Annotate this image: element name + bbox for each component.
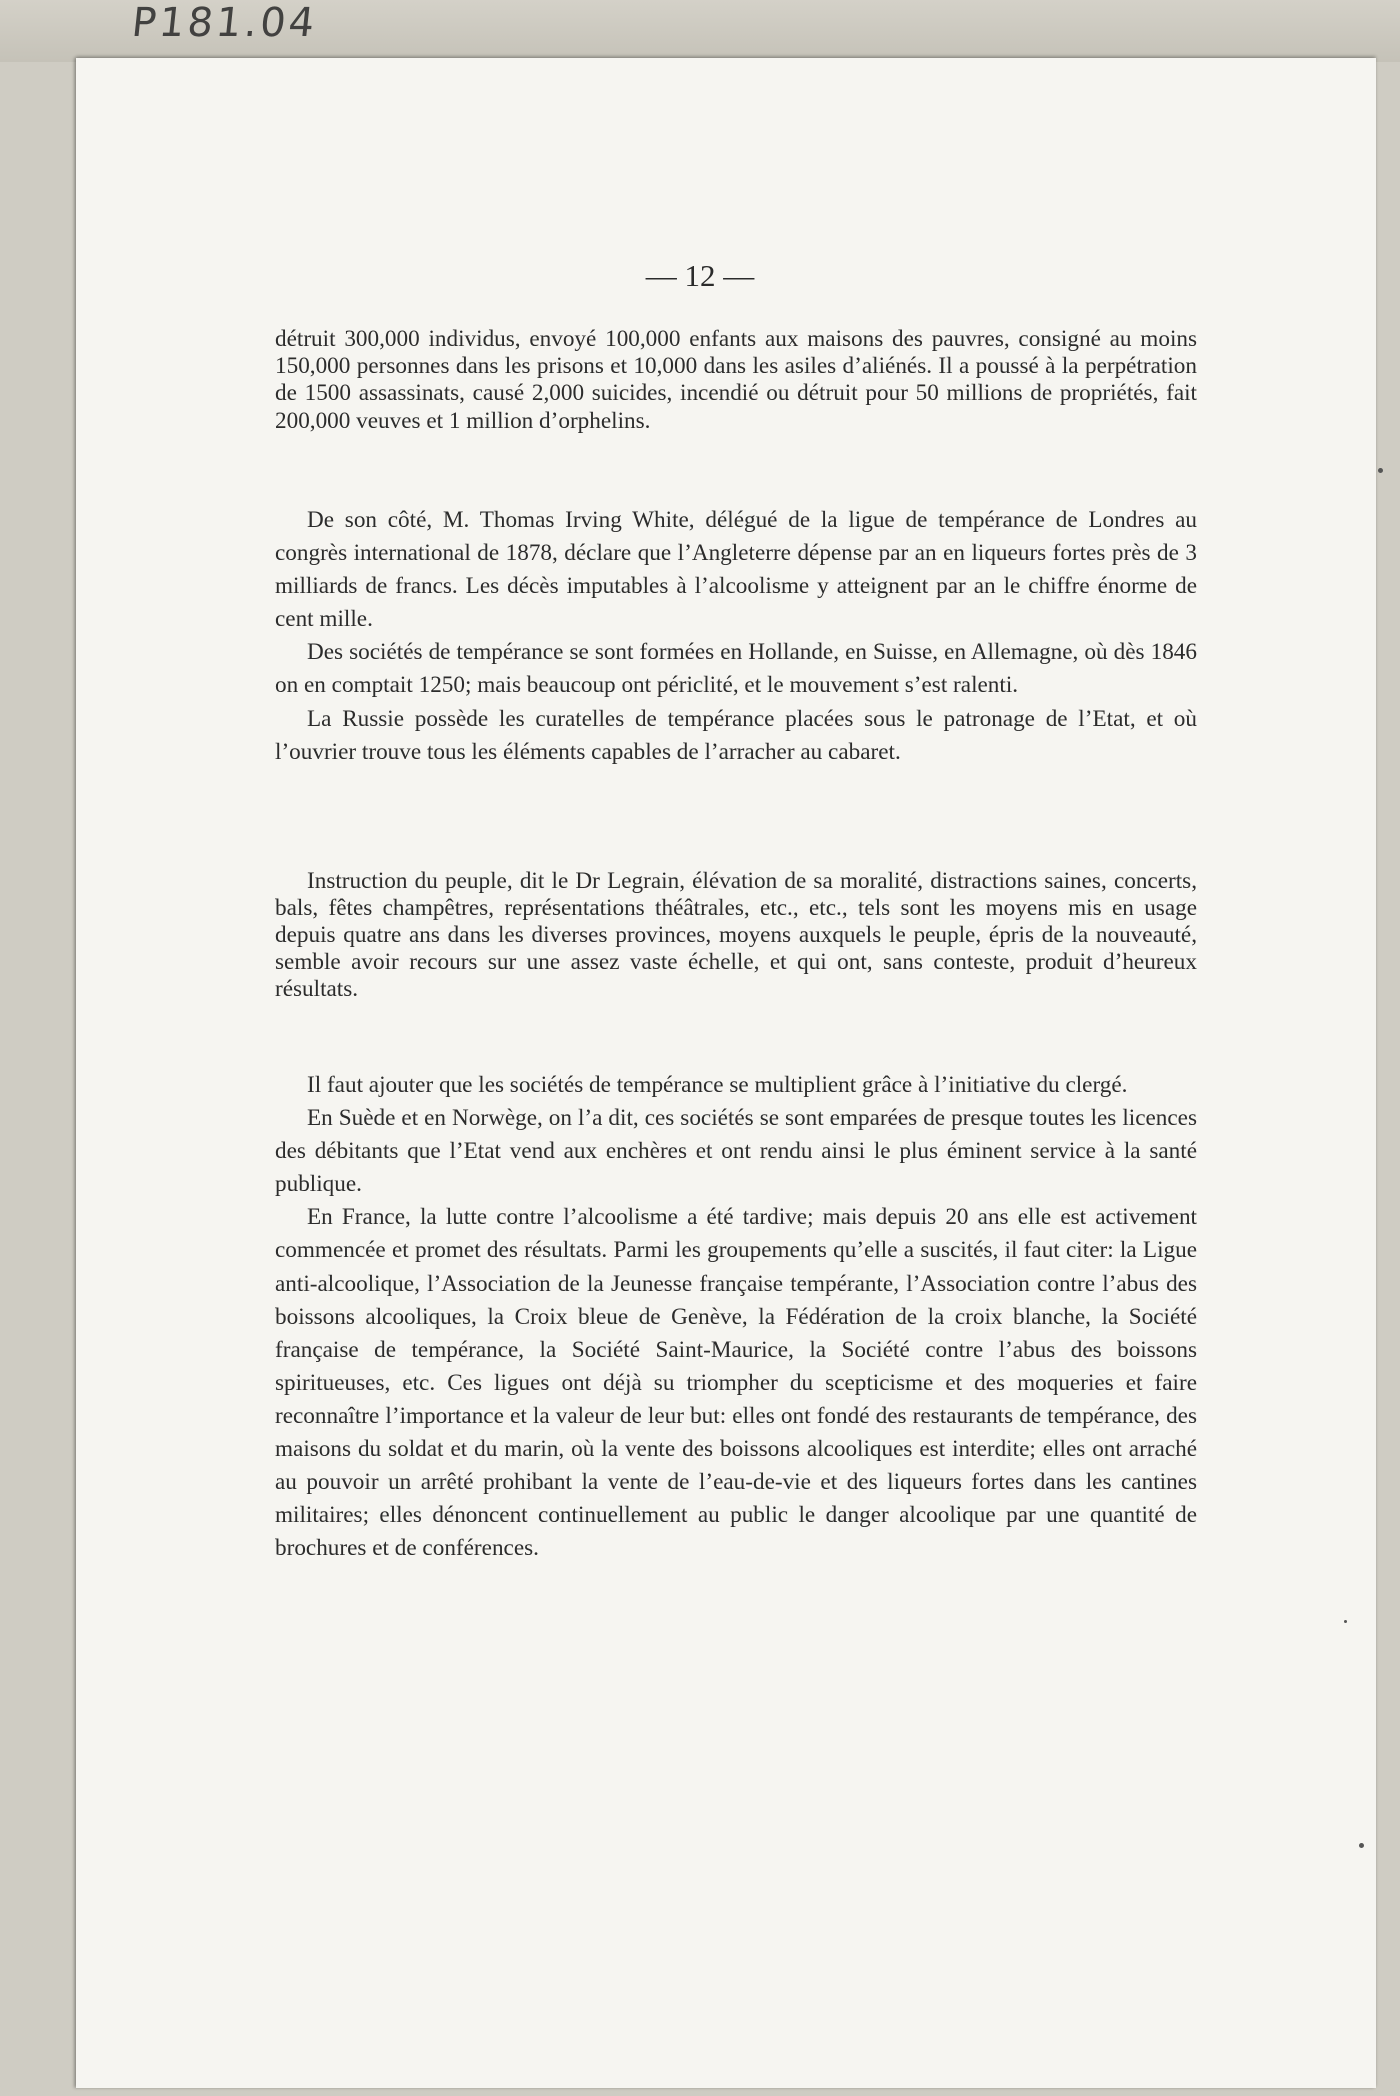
page-number: — 12 — [645, 258, 755, 293]
paragraph: Instruction du peuple, dit le Dr Legrain, élévation de sa moralité, distractions saines, concerts, bals, fêtes champêtres, représentations théâtrales, etc., etc., tels sont les moyens mis en usage depuis quatre ans dans les diverses provinces, moyens auxquels le peuple, épris de la nouveauté, semble avoir recours sur une assez vaste échelle, et qui ont, sans conteste, produit d’heureux résultats. [275, 868, 1197, 1002]
paragraph: La Russie possède les curatelles de tempérance placées sous le patronage de l’Etat, et où l’ouvrier trouve tous les éléments capables de l’arracher au cabaret. [275, 705, 1197, 765]
paragraph: En Suède et en Norwège, on l’a dit, ces sociétés se sont emparées de presque toutes les licences des débitants que l’Etat vend aux enchères et ont rendu ainsi le plus éminent service à la santé publique. [275, 1105, 1197, 1198]
paragraph: Il faut ajouter que les sociétés de tempérance se multiplient grâce à l’initiative du clergé. [307, 1072, 1128, 1098]
dust-speck [1359, 1843, 1364, 1848]
paragraph-group-temperance-abroad [275, 504, 1197, 769]
paragraph: détruit 300,000 individus, envoyé 100,000 enfants aux maisons des pauvres, consigné au moins 150,000 personnes dans les prisons et 10,000 dans les asiles d’aliénés. Il a poussé à la perpétration de 1500 assassinats, causé 2,000 suicides, incendié ou détruit pour 50 millions de propriétés, fait 200,000 veuves et 1 million d’orphelins. [275, 326, 1197, 434]
dust-speck [1344, 1620, 1347, 1623]
paragraph-group-clergy-and-france [275, 1069, 1197, 1565]
dust-speck [1378, 468, 1383, 473]
paragraph: En France, la lutte contre l’alcoolisme a été tardive; mais depuis 20 ans elle est activement commencée et promet des résultats. Parmi les groupements qu’elle a suscités, il faut citer: la Ligue anti-alcoolique, l’Association de la Jeunesse française tempérante, l’Association contre l’abus des boissons alcooliques, la Croix bleue de Genève, la Fédération de la croix blanche, la Société française de tempérance, la Société Saint-Maurice, la Société contre l’abus des boissons spiritueuses, etc. Ces ligues ont déjà su triompher du scepticisme et des moqueries et faire reconnaître l’importance et la valeur de leur but: elles ont fondé des restaurants de tempérance, des maisons du soldat et du marin, où la vente des boissons alcooliques est interdite; elles ont arraché au pouvoir un arrêté prohibant la vente de l’eau-de-vie et des liqueurs fortes dans les cantines militaires; elles dénoncent continuellement au public le danger alcoolique par une quantité de brochures et de conférences. [275, 1204, 1197, 1562]
paragraph: De son côté, M. Thomas Irving White, délégué de la ligue de tempérance de Londres au congrès international de 1878, déclare que l’Angleterre dépense par an en liqueurs fortes près de 3 milliards de francs. Les décès imputables à l’alcoolisme y atteignent par an le chiffre énorme de cent mille. [275, 507, 1197, 633]
archive-mark: P181.04 [129, 0, 320, 46]
paragraph-group-legrain-quote [275, 868, 1197, 1003]
paragraph: Des sociétés de tempérance se sont formées en Hollande, en Suisse, en Allemagne, où dès 1846 on en comptait 1250; mais beaucoup ont périclité, et le mouvement s’est ralenti. [275, 639, 1197, 699]
paragraph-group-opening [275, 326, 1197, 435]
